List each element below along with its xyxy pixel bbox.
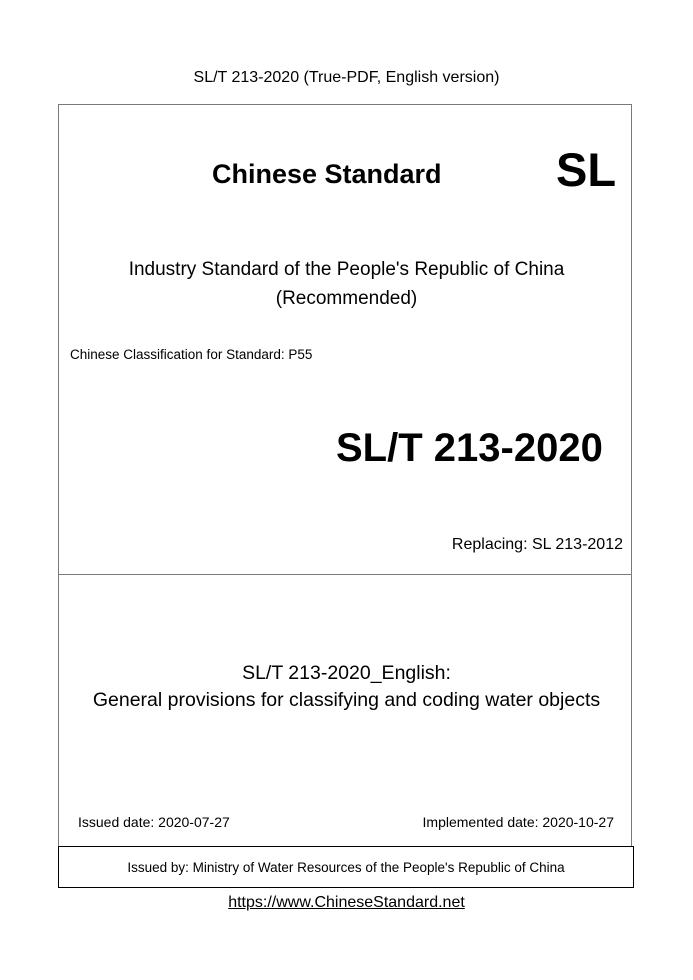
implemented-date: Implemented date: 2020-10-27: [422, 814, 614, 830]
issuer-text: Issued by: Ministry of Water Resources of the People's Republic of China: [127, 859, 565, 875]
standard-number: SL/T 213-2020: [336, 426, 603, 470]
document-title-description: General provisions for classifying and coding water objects: [92, 689, 601, 711]
issued-date: Issued date: 2020-07-27: [78, 814, 230, 830]
category-code: SL: [556, 143, 617, 196]
classification-text: Chinese Classification for Standard: P55: [70, 347, 313, 362]
document-label-header: SL/T 213-2020 (True-PDF, English version): [193, 69, 500, 86]
cover-title: Chinese Standard: [212, 159, 442, 189]
issuer-box: [58, 846, 634, 888]
document-title-code: SL/T 213-2020_English:: [242, 662, 451, 684]
recommended-label: (Recommended): [275, 288, 418, 309]
industry-standard-line: Industry Standard of the People's Republic of China: [128, 259, 565, 280]
replacing-text: Replacing: SL 213-2012: [451, 536, 623, 553]
website-link[interactable]: https://www.ChineseStandard.net: [228, 894, 465, 911]
website-footer: [0, 892, 693, 914]
